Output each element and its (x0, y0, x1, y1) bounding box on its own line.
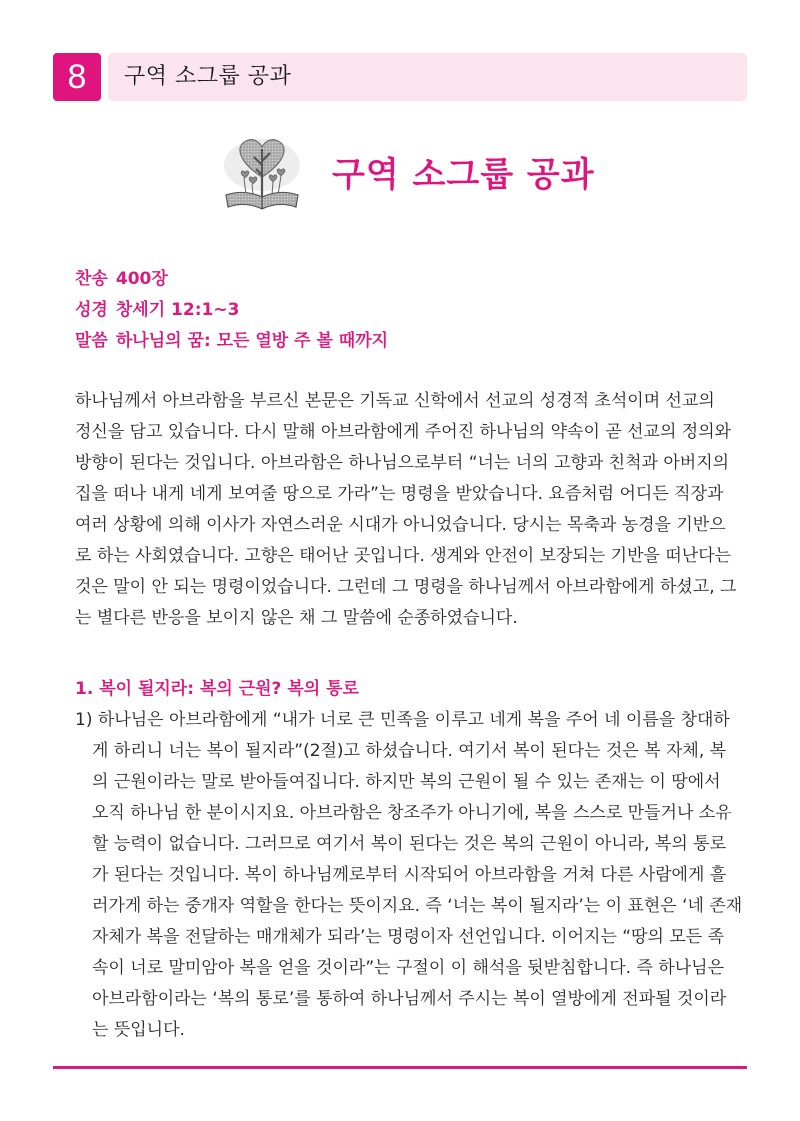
chapter-header (53, 53, 747, 101)
item-line: 할 능력이 없습니다. 그러므로 여기서 복이 된다는 것은 복의 근원이 아니라, 복의 통로 (92, 834, 727, 854)
scripture-label: 성경 (75, 300, 108, 320)
chapter-number-badge: 8 (53, 53, 101, 101)
item-line: 가 된다는 것입니다. 복이 하나님께로부터 시작되어 아브라함을 거쳐 다른 사람에게 흘 (92, 865, 727, 885)
intro-line: 정신을 담고 있습니다. 다시 말해 아브라함에게 주어진 하나님의 약속이 곧 선교의 정의와 (75, 422, 732, 442)
intro-line: 여러 상황에 의해 이사가 자연스러운 시대가 아니었습니다. 당시는 목축과 농경을 기반으 (75, 515, 726, 535)
intro-line: 것은 말이 안 되는 명령이었습니다. 그런데 그 명령을 하나님께서 아브라함에게 하셨고, 그 (75, 577, 737, 597)
scripture-value: 창세기 12:1~3 (115, 300, 240, 320)
section-item-1 (75, 705, 745, 1046)
item-line: 아브라함이라는 ‘복의 통로’를 통하여 하나님께서 주시는 복이 열방에게 전파될 것이라 (92, 989, 727, 1009)
message-value: 하나님의 꿈: 모든 열방 주 볼 때까지 (115, 331, 389, 351)
hymn-row (75, 264, 388, 295)
page-title: 구역 소그룹 공과 (332, 155, 595, 195)
hymn-label: 찬송 (75, 269, 108, 289)
intro-line: 방향이 된다는 것입니다. 아브라함은 하나님으로부터 “너는 너의 고향과 친척과 아버지의 (75, 453, 730, 473)
tree-heart-open-book-icon (220, 135, 304, 213)
intro-line: 집을 떠나 내게 네게 보여줄 땅으로 가라”는 명령을 받았습니다. 요즘처럼 어디든 직장과 (75, 484, 724, 504)
intro-line: 하나님께서 아브라함을 부르신 본문은 기독교 신학에서 선교의 성경적 초석이며 선교의 (75, 391, 715, 411)
item-line: 속이 너로 말미암아 복을 얻을 것이라”는 구절이 이 해석을 뒷받침합니다. 즉 하나님은 (92, 958, 724, 978)
message-row (75, 326, 388, 357)
title-block (220, 135, 620, 215)
section-heading: 1. 복이 될지라: 복의 근원? 복의 통로 (75, 679, 359, 699)
scripture-row (75, 295, 388, 326)
item-line: 의 근원이라는 말로 받아들여집니다. 하지만 복의 근원이 될 수 있는 존재는 이 땅에서 (92, 772, 721, 792)
item-line: 1) 하나님은 아브라함에게 “내가 너로 큰 민족을 이루고 네게 복을 주어 네 이름을 창대하 (75, 710, 730, 730)
item-line: 게 하리니 너는 복이 될지라”(2절)고 하셨습니다. 여기서 복이 된다는 것은 복 자체, 복 (92, 741, 727, 761)
message-label: 말씀 (75, 331, 108, 351)
footer-divider (53, 1066, 747, 1069)
intro-line: 는 별다른 반응을 보이지 않은 채 그 말씀에 순종하였습니다. (75, 608, 518, 628)
intro-line: 로 하는 사회였습니다. 고향은 태어난 곳입니다. 생계와 안전이 보장되는 기반을 떠난다는 (75, 546, 732, 566)
intro-paragraph (75, 386, 735, 634)
item-line: 자체가 복을 전달하는 매개체가 되라’는 명령이자 선언입니다. 이어지는 “땅의 모든 족 (92, 927, 724, 947)
item-line: 는 뜻입니다. (92, 1020, 185, 1040)
header-band (108, 53, 747, 101)
item-line: 오직 하나님 한 분이시지요. 아브라함은 창조주가 아니기에, 복을 스스로 만들거나 소유 (92, 803, 732, 823)
lesson-meta (75, 264, 388, 357)
hymn-value: 400장 (115, 269, 168, 289)
item-line: 러가게 하는 중개자 역할을 한다는 뜻이지요. 즉 ‘너는 복이 될지라’는 이 표현은 ‘네 존재 (92, 896, 743, 916)
header-title: 구역 소그룹 공과 (124, 64, 292, 89)
